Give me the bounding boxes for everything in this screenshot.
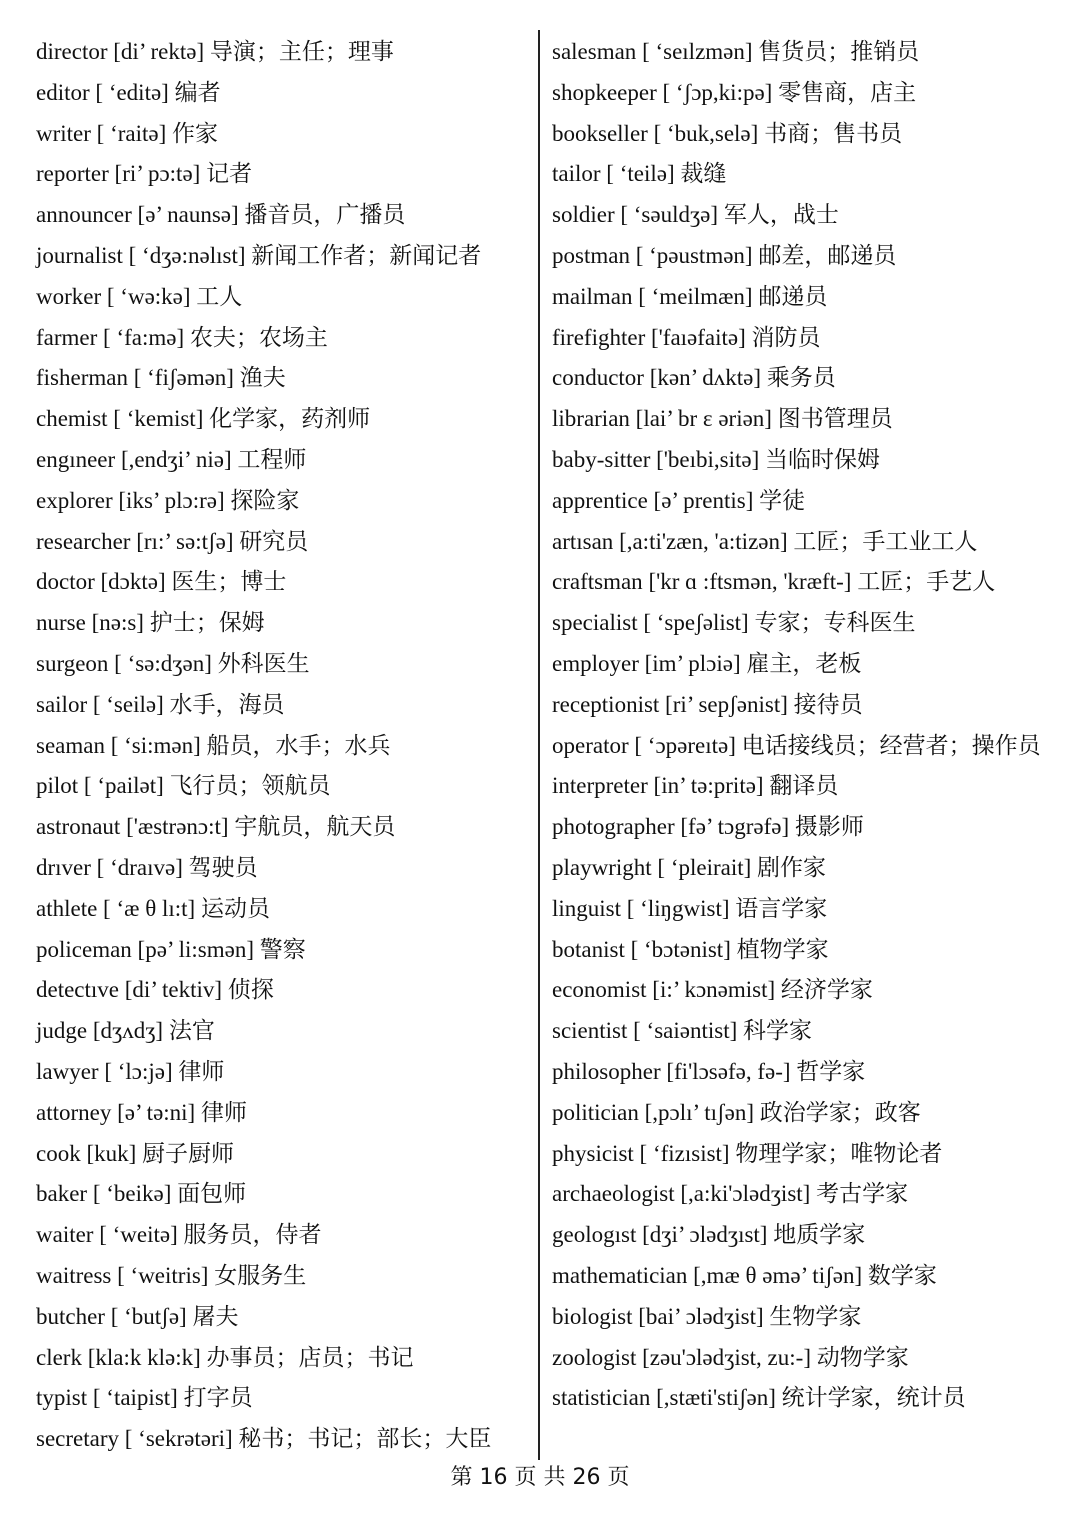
phonetic: [ ‘butʃə] (110, 1303, 187, 1329)
english-word: doctor (36, 569, 95, 595)
phonetic: [ ‘weitə] (99, 1222, 178, 1248)
chinese-meaning: 生物学家 (769, 1303, 862, 1330)
english-word: surgeon (36, 650, 109, 676)
phonetic: [ ‘sə:dʒən] (114, 650, 212, 676)
english-word: physicist (552, 1140, 634, 1166)
vocab-entry (36, 685, 526, 726)
phonetic: [ ‘kemist] (113, 406, 204, 432)
vocab-entry (552, 440, 1052, 481)
phonetic: [di’ rektə] (113, 39, 205, 64)
vocab-entry (36, 1011, 526, 1052)
english-word: firefighter (552, 324, 646, 350)
phonetic: [ ‘fizısist] (639, 1140, 730, 1166)
vocab-entry (36, 114, 526, 155)
phonetic: [ ‘beikə] (92, 1181, 172, 1207)
english-word: reporter (36, 161, 109, 187)
phonetic: [ ‘meilmæn] (638, 283, 753, 309)
english-word: director (36, 39, 108, 64)
english-word: receptionist (552, 691, 660, 717)
vocab-entry (552, 1011, 1052, 1052)
english-word: postman (552, 242, 630, 268)
chinese-meaning: 水手，海员 (169, 691, 285, 718)
phonetic: [,a:ki'ɔlədʒist] (680, 1181, 811, 1207)
chinese-meaning: 消防员 (751, 324, 821, 351)
vocab-entry (36, 440, 526, 481)
phonetic: [,mæ θ əmə’ tiʃən] (693, 1262, 863, 1288)
chinese-meaning: 护士；保姆 (149, 610, 265, 637)
chinese-meaning: 作家 (172, 120, 219, 147)
phonetic: [ ‘taipist] (92, 1385, 178, 1411)
phonetic: [ ‘ɔpəreıtə] (634, 732, 736, 758)
page-number: 第 16 页 共 26 页 (450, 1465, 630, 1490)
english-word: zoologist (552, 1344, 637, 1370)
phonetic: [,a:ti'zæn, 'a:tizən] (619, 528, 788, 554)
vocab-entry (552, 1093, 1052, 1134)
chinese-meaning: 统计学家，统计员 (781, 1385, 966, 1412)
chinese-meaning: 飞行员；领航员 (169, 773, 331, 800)
vocab-entry (36, 807, 526, 848)
vocab-entry (552, 32, 1052, 73)
vocab-entry (36, 562, 526, 603)
vocab-entry (552, 1174, 1052, 1215)
vocab-entry (552, 277, 1052, 318)
vocab-entry (552, 1338, 1052, 1379)
english-word: baby-sitter (552, 446, 651, 472)
chinese-meaning: 研究员 (239, 528, 309, 555)
phonetic: [ ‘fa:mə] (103, 324, 185, 350)
phonetic: [in’ tə:pritə] (653, 773, 764, 799)
chinese-meaning: 警察 (259, 936, 306, 963)
vocab-entry (552, 807, 1052, 848)
chinese-meaning: 剧作家 (757, 854, 827, 881)
vocab-entry (36, 1297, 526, 1338)
phonetic: [ ‘teilə] (606, 161, 675, 187)
english-word: soldier (552, 202, 615, 228)
vocab-entry (36, 481, 526, 522)
chinese-meaning: 屠夫 (192, 1303, 239, 1330)
english-word: butcher (36, 1303, 105, 1329)
phonetic: [ ‘fiʃəmən] (133, 365, 234, 391)
english-word: editor (36, 79, 90, 105)
phonetic: [im’ plɔiə] (644, 650, 741, 676)
phonetic: [ ‘saiəntist] (633, 1018, 738, 1044)
chinese-meaning: 邮递员 (758, 283, 828, 310)
phonetic: [lai’ br ε əriən] (635, 406, 772, 432)
chinese-meaning: 地质学家 (773, 1222, 866, 1249)
vocab-entry (36, 1215, 526, 1256)
chinese-meaning: 雇主，老板 (746, 650, 862, 677)
chinese-meaning: 化学家，药剂师 (209, 406, 371, 433)
chinese-meaning: 法官 (168, 1018, 215, 1045)
vocab-entry (36, 1378, 526, 1419)
vocab-entry (552, 522, 1052, 563)
phonetic: [ ‘seilə] (92, 691, 164, 717)
phonetic: [bai’ ɔlədʒist] (638, 1303, 764, 1329)
phonetic: [ ‘ʃɔp,ki:pə] (662, 79, 773, 105)
chinese-meaning: 打字员 (183, 1385, 253, 1412)
vocab-entry (552, 603, 1052, 644)
chinese-meaning: 面包师 (177, 1181, 247, 1208)
chinese-meaning: 科学家 (743, 1018, 812, 1045)
right-column (552, 32, 1052, 1419)
chinese-meaning: 探险家 (230, 487, 300, 514)
english-word: worker (36, 283, 102, 309)
english-word: scientist (552, 1018, 628, 1044)
vocab-entry (552, 154, 1052, 195)
english-word: detectıve (36, 977, 120, 1003)
chinese-meaning: 语言学家 (735, 895, 828, 922)
english-word: politician (552, 1099, 639, 1125)
vocab-entry (36, 726, 526, 767)
phonetic: [dɔktə] (100, 569, 166, 595)
english-word: chemist (36, 406, 108, 432)
english-word: cook (36, 1140, 81, 1166)
english-word: shopkeeper (552, 79, 657, 105)
english-word: conductor (552, 365, 644, 391)
vocab-entry (36, 1338, 526, 1379)
vocab-entry (36, 399, 526, 440)
english-word: seaman (36, 732, 105, 758)
english-word: artısan (552, 528, 614, 554)
phonetic: [kuk] (86, 1140, 137, 1166)
english-word: linguist (552, 895, 622, 921)
phonetic: [ ‘speʃəlist] (643, 610, 749, 636)
phonetic: [ ‘wə:kə] (106, 283, 191, 309)
phonetic: [ri’ sepʃənist] (665, 691, 788, 717)
vocab-entry (552, 1297, 1052, 1338)
english-word: announcer (36, 202, 132, 228)
english-word: attorney (36, 1099, 112, 1125)
english-word: specialist (552, 610, 638, 636)
vocab-entry (36, 1419, 526, 1460)
chinese-meaning: 翻译员 (769, 773, 839, 800)
vocab-entry (36, 1052, 526, 1093)
vocab-entry (36, 930, 526, 971)
english-word: waitress (36, 1262, 112, 1288)
phonetic: [ə’ naunsə] (137, 202, 239, 228)
chinese-meaning: 记者 (206, 161, 253, 188)
phonetic: [kən’ dʌktə] (649, 365, 762, 391)
phonetic: [ ‘æ θ lı:t] (103, 895, 196, 921)
english-word: photographer (552, 814, 675, 840)
vocab-entry (552, 766, 1052, 807)
vocab-entry (552, 848, 1052, 889)
vocab-entry (552, 1378, 1052, 1419)
phonetic: [rı:’ sə:tʃə] (136, 528, 234, 554)
english-word: waiter (36, 1222, 94, 1248)
vocab-entry (36, 358, 526, 399)
chinese-meaning: 裁缝 (680, 161, 727, 188)
english-word: mathematician (552, 1262, 688, 1288)
chinese-meaning: 零售商，店主 (778, 79, 917, 106)
english-word: salesman (552, 39, 637, 64)
english-word: playwright (552, 854, 652, 880)
chinese-meaning: 工程师 (237, 446, 307, 473)
chinese-meaning: 图书管理员 (777, 406, 893, 433)
vocab-entry (552, 1052, 1052, 1093)
vocab-entry (36, 603, 526, 644)
vocab-entry (552, 318, 1052, 359)
chinese-meaning: 乘务员 (766, 365, 836, 392)
phonetic: [ ‘dʒə:nəlıst] (128, 242, 246, 268)
chinese-meaning: 摄影师 (794, 814, 864, 841)
chinese-meaning: 政治学家；政客 (759, 1099, 921, 1126)
english-word: journalist (36, 242, 123, 268)
phonetic: [ ‘weitris] (117, 1262, 209, 1288)
english-word: nurse (36, 610, 86, 636)
vocab-entry (36, 644, 526, 685)
chinese-meaning: 律师 (178, 1058, 225, 1085)
english-word: craftsman (552, 569, 643, 595)
chinese-meaning: 书商；售书员 (764, 120, 903, 147)
vocab-entry (36, 195, 526, 236)
vocab-entry (552, 195, 1052, 236)
english-word: policeman (36, 936, 132, 962)
phonetic: [ ‘bɔtənist] (630, 936, 731, 962)
english-word: biologist (552, 1303, 633, 1329)
english-word: interpreter (552, 773, 648, 799)
chinese-meaning: 工匠；手艺人 (857, 569, 996, 596)
vocab-entry (552, 1134, 1052, 1175)
chinese-meaning: 物理学家；唯物论者 (735, 1140, 943, 1167)
vocab-entry (552, 399, 1052, 440)
phonetic: [i:’ kɔnəmist] (652, 977, 776, 1003)
chinese-meaning: 考古学家 (816, 1181, 909, 1208)
english-word: statistician (552, 1385, 651, 1411)
chinese-meaning: 医生；博士 (171, 569, 287, 596)
phonetic: ['beıbi,sitə] (656, 446, 760, 472)
chinese-meaning: 船员，水手；水兵 (206, 732, 391, 759)
chinese-meaning: 经济学家 (780, 977, 873, 1004)
chinese-meaning: 运动员 (200, 895, 270, 922)
chinese-meaning: 新闻工作者；新闻记者 (251, 242, 482, 269)
phonetic: [pə’ li:smən] (137, 936, 254, 962)
phonetic: [ ‘editə] (95, 79, 169, 105)
chinese-meaning: 农夫；农场主 (189, 324, 328, 351)
chinese-meaning: 渔夫 (239, 365, 286, 392)
phonetic: [ ‘seılzmən] (642, 39, 753, 64)
english-word: sailor (36, 691, 88, 717)
vocab-entry (36, 32, 526, 73)
chinese-meaning: 律师 (200, 1099, 247, 1126)
english-word: secretary (36, 1426, 119, 1452)
english-word: archaeologist (552, 1181, 675, 1207)
chinese-meaning: 编者 (174, 79, 221, 106)
english-word: bookseller (552, 120, 648, 146)
english-word: astronaut (36, 814, 121, 840)
phonetic: [dʒi’ ɔlədʒıst] (642, 1222, 768, 1248)
phonetic: [ ‘si:mən] (110, 732, 201, 758)
english-word: explorer (36, 487, 113, 513)
phonetic: [ ‘liŋgwist] (626, 895, 730, 921)
chinese-meaning: 工匠；手工业工人 (793, 528, 978, 555)
column-divider (538, 30, 540, 1460)
vocab-entry (552, 562, 1052, 603)
chinese-meaning: 专家；专科医生 (754, 610, 916, 637)
chinese-meaning: 外科医生 (217, 650, 310, 677)
phonetic: [ ‘səuldʒə] (620, 202, 719, 228)
phonetic: [ ‘pailət] (83, 773, 164, 799)
english-word: baker (36, 1181, 88, 1207)
phonetic: ['faıəfaitə] (650, 324, 746, 350)
chinese-meaning: 工人 (196, 283, 243, 310)
phonetic: [,pɔlı’ tıʃən] (644, 1099, 755, 1125)
phonetic: [ ‘draıvə] (96, 854, 183, 880)
english-word: economist (552, 977, 647, 1003)
vocab-entry (36, 154, 526, 195)
chinese-meaning: 驾驶员 (188, 854, 258, 881)
phonetic: [fə’ tɔgrəfə] (680, 814, 790, 840)
phonetic: [di’ tektiv] (124, 977, 223, 1003)
english-word: farmer (36, 324, 98, 350)
chinese-meaning: 军人，战士 (723, 202, 839, 229)
vocab-entry (552, 481, 1052, 522)
english-word: employer (552, 650, 639, 676)
phonetic: [ri’ pɔ:tə] (114, 161, 201, 187)
phonetic: [nə:s] (91, 610, 144, 636)
phonetic: [ ‘sekrətəri] (124, 1426, 233, 1452)
english-word: engıneer (36, 446, 116, 472)
english-word: librarian (552, 406, 630, 432)
english-word: writer (36, 120, 91, 146)
chinese-meaning: 宇航员，航天员 (234, 814, 396, 841)
vocab-entry (552, 236, 1052, 277)
vocab-entry (36, 889, 526, 930)
english-word: mailman (552, 283, 633, 309)
english-word: athlete (36, 895, 98, 921)
chinese-meaning: 当临时保姆 (765, 446, 880, 473)
phonetic: [dʒʌdʒ] (92, 1018, 164, 1044)
chinese-meaning: 电话接线员；经营者；操作员 (741, 732, 1041, 759)
phonetic: [ ‘raitə] (96, 120, 167, 146)
chinese-meaning: 售货员；推销员 (758, 39, 920, 65)
vocab-entry (552, 930, 1052, 971)
phonetic: [ə’ prentis] (653, 487, 754, 513)
english-word: tailor (552, 161, 601, 187)
chinese-meaning: 接待员 (793, 691, 863, 718)
vocab-entry (552, 73, 1052, 114)
chinese-meaning: 办事员；店员；书记 (206, 1344, 414, 1371)
vocab-entry (552, 1256, 1052, 1297)
chinese-meaning: 播音员，广播员 (244, 202, 406, 229)
vocab-entry (552, 726, 1052, 767)
phonetic: [zəu'ɔlədʒist, zu:-] (642, 1344, 811, 1370)
vocab-entry (36, 848, 526, 889)
chinese-meaning: 学徒 (759, 487, 806, 514)
vocab-entry (36, 522, 526, 563)
vocab-entry (36, 277, 526, 318)
english-word: clerk (36, 1344, 82, 1370)
chinese-meaning: 秘书；书记；部长；大臣 (238, 1426, 492, 1453)
chinese-meaning: 数学家 (867, 1262, 937, 1289)
vocab-entry (552, 685, 1052, 726)
phonetic: [ ‘lɔ:jə] (104, 1058, 173, 1084)
vocab-entry (36, 318, 526, 359)
vocab-entry (552, 889, 1052, 930)
vocab-entry (36, 73, 526, 114)
chinese-meaning: 厨子厨师 (142, 1140, 235, 1167)
english-word: operator (552, 732, 629, 758)
english-word: typist (36, 1385, 88, 1411)
chinese-meaning: 女服务生 (214, 1262, 307, 1289)
chinese-meaning: 侦探 (227, 977, 274, 1004)
english-word: philosopher (552, 1058, 661, 1084)
english-word: botanist (552, 936, 625, 962)
phonetic: [,stæti'stiʃən] (656, 1385, 776, 1411)
english-word: apprentice (552, 487, 648, 513)
vocab-entry (36, 1256, 526, 1297)
phonetic: [ ‘buk,selə] (653, 120, 759, 146)
english-word: geologıst (552, 1222, 637, 1248)
vocab-entry (552, 114, 1052, 155)
english-word: pilot (36, 773, 79, 799)
chinese-meaning: 植物学家 (736, 936, 829, 963)
phonetic: ['æstrənɔ:t] (126, 814, 229, 840)
phonetic: [iks’ plɔ:rə] (118, 487, 225, 513)
left-column (36, 32, 526, 1460)
vocab-entry (552, 644, 1052, 685)
vocab-entry (552, 1215, 1052, 1256)
english-word: drıver (36, 854, 91, 880)
vocab-entry (36, 1093, 526, 1134)
phonetic: [,endʒi’ niə] (120, 446, 232, 472)
english-word: judge (36, 1018, 88, 1044)
english-word: lawyer (36, 1058, 99, 1084)
chinese-meaning: 导演；主任；理事 (209, 39, 394, 65)
chinese-meaning: 哲学家 (796, 1058, 866, 1085)
phonetic: [fi'lɔsəfə, fə-] (666, 1058, 791, 1084)
chinese-meaning: 邮差，邮递员 (758, 242, 897, 269)
english-word: researcher (36, 528, 131, 554)
vocab-entry (36, 970, 526, 1011)
english-word: fisherman (36, 365, 128, 391)
phonetic: ['kr ɑ :ftsmən, 'kræft-] (648, 569, 852, 595)
phonetic: [ ‘pleirait] (657, 854, 752, 880)
vocab-entry (36, 1134, 526, 1175)
vocab-entry (36, 1174, 526, 1215)
phonetic: [ə’ tə:ni] (117, 1099, 196, 1125)
vocab-entry (552, 970, 1052, 1011)
phonetic: [kla:k klə:k] (87, 1344, 201, 1370)
phonetic: [ ‘pəustmən] (635, 242, 753, 268)
chinese-meaning: 服务员，侍者 (183, 1222, 322, 1249)
vocab-entry (552, 358, 1052, 399)
chinese-meaning: 动物学家 (816, 1344, 909, 1371)
vocab-entry (36, 766, 526, 807)
vocab-entry (36, 236, 526, 277)
